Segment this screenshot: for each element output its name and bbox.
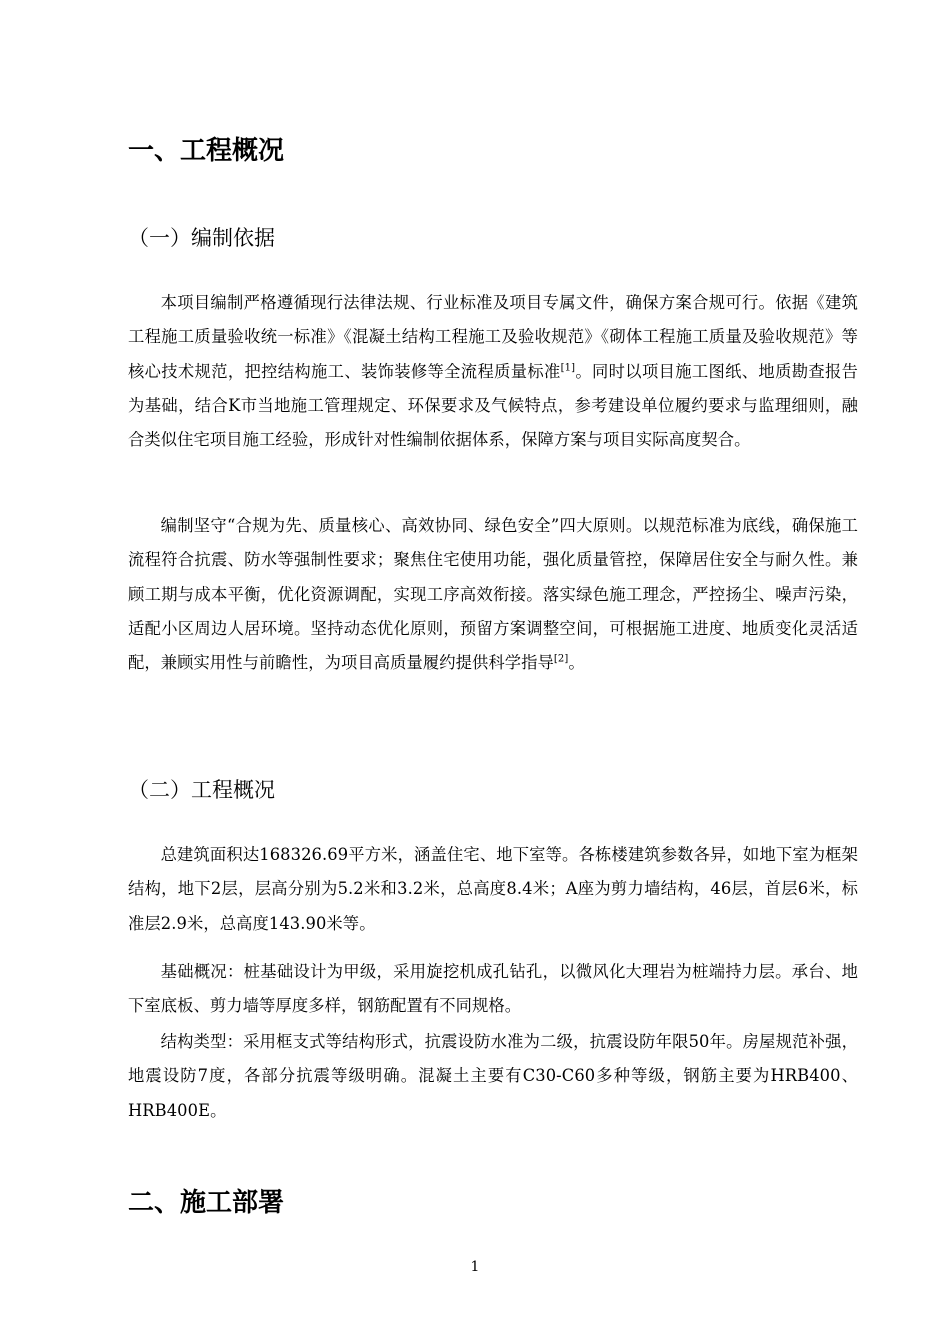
citation-1: [1] (560, 362, 576, 374)
overview-paragraph-3: 结构类型：采用框支式等结构形式，抗震设防水准为二级，抗震设防年限50年。房屋规范补强，地震设防7度，各部分抗震等级明确。混凝土主要有C30-C60多种等级，钢筋主要为HRB400、HRB400E。 (128, 1032, 858, 1120)
overview-paragraph-2: 基础概况：桩基础设计为甲级，采用旋挖机成孔钻孔，以微风化大理岩为桩端持力层。承台、地下室底板、剪力墙等厚度多样，钢筋配置有不同规格。 (128, 962, 858, 1016)
basis-paragraph-2-tail: 。 (568, 653, 585, 673)
section-2-heading: 二、施工部署 (128, 1188, 285, 1218)
subsection-1-heading: （一）编制依据 (128, 226, 275, 250)
overview-paragraph-1: 总建筑面积达168326.69平方米，涵盖住宅、地下室等。各栋楼建筑参数各异，如地下室为框架结构，地下2层，层高分别为5.2米和3.2米，总高度8.4米；A座为剪力墙结构，46层，首层6米，标准层2.9米，总高度143.90米等。 (128, 845, 858, 933)
basis-paragraph-2-text: 编制坚守“合规为先、质量核心、高效协同、绿色安全”四大原则。以规范标准为底线，确保施工流程符合抗震、防水等强制性要求；聚焦住宅使用功能，强化质量管控，保障居住安全与耐久性。兼顾工期与成本平衡，优化资源调配，实现工序高效衔接。落实绿色施工理念，严控扬尘、噪声污染，适配小区周边人居环境。坚持动态优化原则，预留方案调整空间，可根据施工进度、地质变化灵活适配，兼顾实用性与前瞻性，为项目高质量履约提供科学指导 (128, 516, 858, 673)
basis-paragraph-2 (128, 509, 858, 680)
page-number: 1 (470, 1259, 480, 1275)
basis-paragraph-1 (128, 286, 858, 457)
subsection-2-heading: （二）工程概况 (128, 778, 275, 802)
basis-paragraph-1-tail: 。同时以项目施工图纸、地质勘查报告为基础，结合K市当地施工管理规定、环保要求及气候特点，参考建设单位履约要求与监理细则，融合类似住宅项目施工经验，形成针对性编制依据体系，保障方案与项目实际高度契合。 (128, 361, 859, 450)
citation-2: [2] (553, 653, 569, 665)
section-1-heading: 一、工程概况 (128, 136, 285, 166)
basis-paragraph-1-text: 本项目编制严格遵循现行法律法规、行业标准及项目专属文件，确保方案合规可行。依据《建筑工程施工质量验收统一标准》《混凝土结构工程施工及验收规范》《砌体工程施工质量及验收规范》等核心技术规范，把控结构施工、装饰装修等全流程质量标准 (128, 293, 858, 381)
